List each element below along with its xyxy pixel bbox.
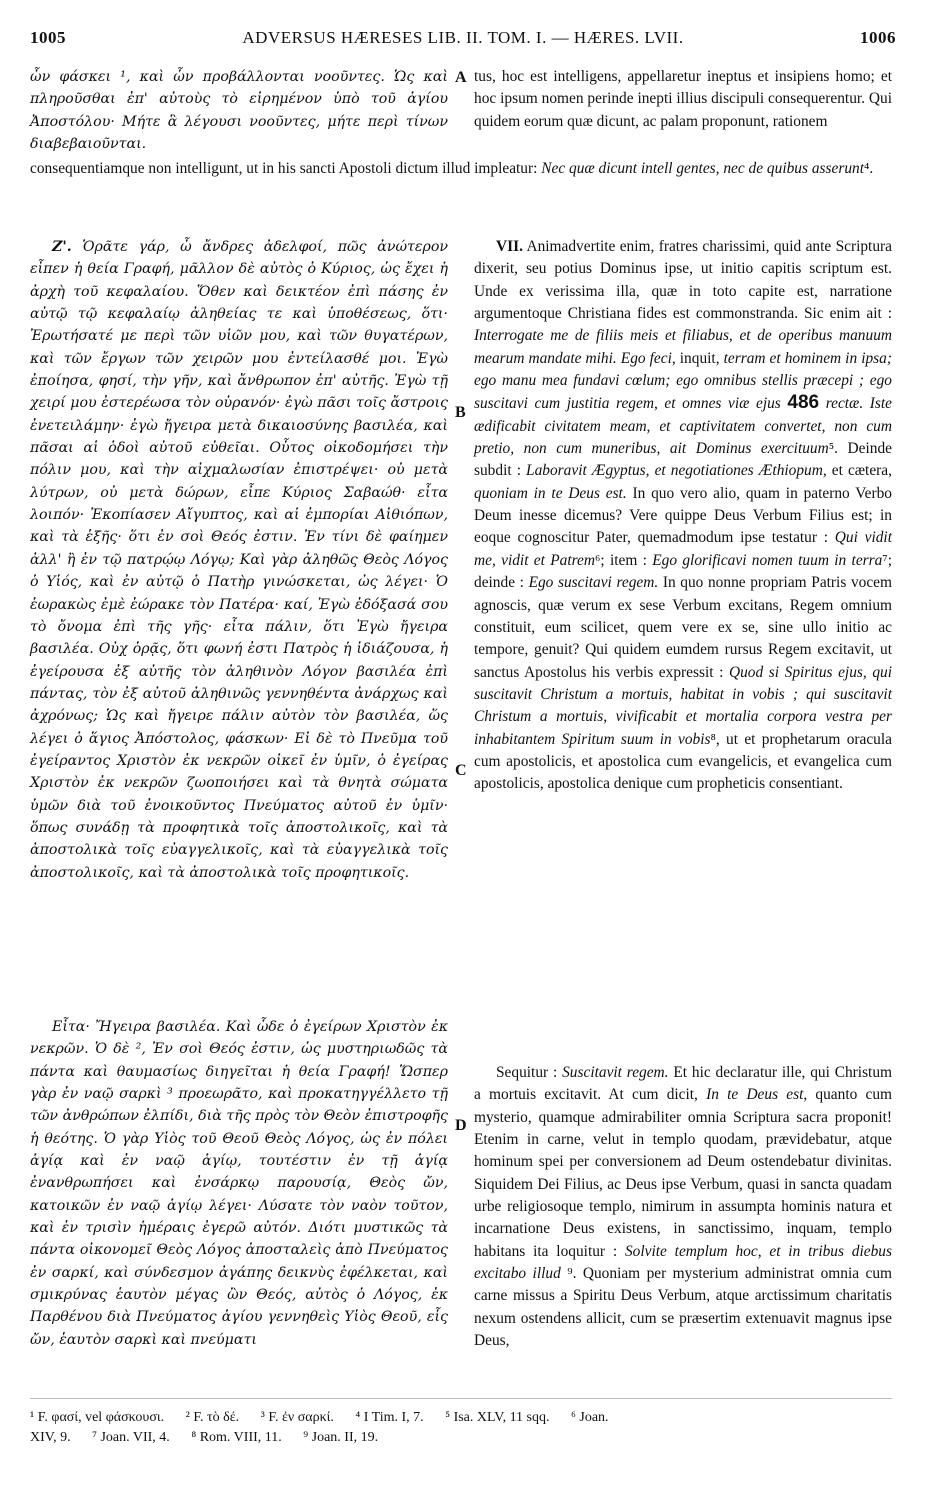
latin-b-text-1: Sequitur : — [496, 1064, 558, 1081]
footnote-line-1 — [30, 1408, 892, 1428]
footnote-5: ⁵ Isa. XLV, 11 sqq. — [445, 1410, 550, 1425]
latin-b-quote-3: Solvite templum hoc, et in tribus diebus excitabo illud — [474, 1242, 892, 1283]
footnote-4: ⁴ I Tim. I, 7. — [355, 1410, 424, 1425]
latin-text-2: Deinde subdit : — [474, 440, 892, 480]
latin-column-main — [474, 236, 892, 796]
margin-letter-d: D — [455, 1117, 467, 1134]
latin-quote-1: Interrogate me de filiis meis et filiabus, et de operibus manuum mearum mandate mihi. Ego feci, — [474, 327, 892, 367]
latin-column-lower — [474, 1062, 892, 1352]
greek-paragraph-main — [30, 236, 448, 884]
latin-note-5: ⁵. — [828, 440, 838, 458]
latin-text-7: In quo nonne propriam Patris vocem agnoscis, quæ verum ex sese Verbum excitans, Regem omnium constituit, eum scilicet, quem vere ex se, sine ullo initio ac tempore, genuit? Qui quidem eumdem rursus Regem excitavit, ut sanctus Apostolus his verbis expressit : — [474, 574, 892, 681]
column-number: 486 — [787, 392, 820, 414]
latin-b-text-4: . Quoniam per mysterium administrat omnia cum carne missus a Spiritu Deus Verbum, atque arctissimum charitatis nexum ostendens allicit, cum se præsertim extenuavit magnus ipse Deus, — [474, 1265, 892, 1350]
page-header — [30, 28, 896, 54]
latin-note-8: ⁸ — [710, 730, 716, 748]
footnote-2: ² F. τὸ δέ. — [185, 1410, 240, 1425]
latin-text-6: ; deinde : — [474, 551, 892, 592]
latin-inquit: inquit, — [679, 349, 720, 367]
latin-quote-6: Qui vidit me, vidit et Patrem — [474, 529, 892, 569]
running-title: ADVERSUS HÆRESES LIB. II. TOM. I. — HÆRES. LVII. — [242, 28, 684, 47]
footnote-6-cont: XIV, 9. — [30, 1430, 71, 1445]
footnotes — [30, 1408, 892, 1448]
footnote-6: ⁶ Joan. — [571, 1410, 609, 1425]
latin-paragraph-main — [474, 236, 892, 796]
greek-paragraph-top: ὧν φάσκει ¹, καὶ ὧν προβάλλονται νοοῦντες. Ὡς καὶ πληροῦσθαι ἐπ' αὐτοὺς τὸ εἰρημένον ὑπὸ τοῦ ἁγίου Ἀποστόλου· Μήτε ἃ λέγουσι νοοῦντες, μήτε περὶ τίνων διαβεβαιοῦνται. — [30, 69, 448, 153]
footnote-1: ¹ F. φασί, vel φάσκουσι. — [30, 1410, 165, 1425]
footnote-9: ⁹ Joan. II, 19. — [303, 1430, 379, 1445]
latin-b-quote-1: Suscitavit regem. — [562, 1064, 669, 1081]
greek-main-text: Ὁρᾶτε γάρ, ὦ ἄνδρες ἀδελφοί, πῶς ἀνώτερον εἶπεν ἡ θεία Γραφή, μᾶλλον δὲ αὐτὸς ὁ Κύριος, ὡς ἔχει ἡ ἀρχὴ τοῦ κεφαλαίου. Ὅθεν καὶ δεικτέον ἐπὶ πάσης ἐν αὐτῷ τῷ κεφαλαίῳ ἀληθείας τε καὶ ὑποθέσεως, ὅτι· Ἐρωτήσατέ με περὶ τῶν υἱῶν μου, καὶ τῶν θυγατέρων, καὶ τῶν ἔργων τῶν χειρῶν μου ἐντείλασθέ μοι. Ἐγὼ ἐποίησα, φησί, τὴν γῆν, καὶ ἄνθρωπον ἐπ' αὐτῆς. Ἐγὼ τῇ χειρί μου ἐστερέωσα τὸν οὐρανόν· ἐγὼ πᾶσι τοῖς ἄστροις ἐνετειλάμην· ἐγὼ ἤγειρα μετὰ δικαιοσύνης βασιλέα, καὶ πᾶσαι αἱ ὁδοὶ αὐτοῦ εὐθεῖαι. Οὗτος οἰκοδομήσει τὴν πόλιν μου, καὶ τὴν αἰχμαλωσίαν ἐπιστρέψει· οὐ μετὰ λύτρων, οὐ μετὰ δώρων, εἶπε Κύριος Σαβαώθ· εἶτα λοιπόν· Ἐκοπίασεν Αἴγυπτος, καὶ αἱ ἐμπορίαι Αἰθιόπων, καὶ τὰ ἑξῆς· ὅτι ἐν σοὶ Θεός ἐστιν. Ἐν τίνι δὲ φαίημεν ἀλλ' ἢ ἐν τῷ πατρῴῳ Λόγῳ; Καὶ γὰρ ἀληθῶς Θεὸς Λόγος ὁ Υἱός, καὶ ἐν αὐτῷ ὁ Πατὴρ γινώσκεται, ὡς λέγει· Ὁ ἑωρακὼς ἐμὲ ἑώρακε τὸν Πατέρα· καί, Ἐγὼ ἐδόξασά σου τὸ ὄνομα ἐπὶ τῆς γῆς· εἶτα πάλιν, ὅτι Ἐγὼ ἤγειρα βασιλέα. Οὐχ ὁρᾷς, ὅτι φωνή ἐστι Πατρὸς ἡ ἰδιάζουσα, ἡ ἐγείρουσα ἐξ αὐτῆς τὸν ἀληθινὸν Λόγον βασιλέα ἐπὶ πάντας, τὸν ἐξ αὐτοῦ ἀληθινῶς γεννηθέντα ἀνάρχως καὶ ἀχρόνως; Ὡς καὶ ἤγειρε πάλιν αὐτὸν τὸν βασιλέα, ὥς λέγει ὁ ἅγιος Ἀπόστολος, φάσκων· Εἰ δὲ τὸ Πνεῦμα τοῦ ἐγείραντος Χριστὸν ἐκ νεκρῶν οἰκεῖ ἐν ὑμῖν, ὁ ἐγείρας Χριστὸν ἐκ νεκρῶν ζωοποιήσει καὶ τὰ θνητὰ σώματα ὑμῶν διὰ τοῦ ἐνοικοῦντος Πνεύματος αὐτοῦ ἐν ὑμῖν· ὅπως συνάδῃ τὰ προφητικὰ τοῖς ἀποστολικοῖς, καὶ τὰ ἀποστολικὰ τοῖς εὐαγγελικοῖς, καὶ τὰ εὐαγγελικὰ τοῖς ἀποστολικοῖς, καὶ τὰ ἀποστολικὰ τοῖς προφητικοῖς. — [30, 239, 448, 881]
latin-text-8: , ut et prophetarum oracula cum apostolicis, et apostolica cum evangelicis, et evangelica cum apostolicis, apostolica denique cum propheticis consentiant. — [474, 730, 892, 793]
latin-quote-4: Laboravit Ægyptus, et negotiationes Æthiopum, — [526, 462, 827, 480]
latin-paragraph-top: tus, hoc est intelligens, appellaretur ineptus et insipiens homo; et hoc ipsum nomen perinde inepti illius discipuli consequerentur. Qui quidem eorum quæ dicunt, ac palam proponunt, rationem — [474, 68, 892, 130]
greek-paragraph-lower: Εἶτα· Ἤγειρα βασιλέα. Καὶ ὧδε ὁ ἐγείρων Χριστὸν ἐκ νεκρῶν. Ὁ δὲ ², Ἐν σοὶ Θεός ἐστιν, ὡς μυστηριωδῶς τὰ πάντα καὶ θαυμασίως διηγεῖται ἡ θεία Γραφή! Ὥσπερ γὰρ ἐν ναῷ σαρκὶ ³ προεωρᾶτο, καὶ προκατηγγέλλετο τῇ τῶν ἀνθρώπων ἐλπίδι, διὰ τῆς πρὸς τὸν Θεὸν ἐπιστροφῆς ἡ θεότης. Ὁ γὰρ Υἱὸς τοῦ Θεοῦ Θεὸς Λόγος, ὡς ἐν πόλει ἁγίᾳ καὶ ἐν ναῷ ἁγίῳ, τουτέστιν ἐν τῇ ἁγίᾳ ἐνανθρωπήσει καὶ ἐνσάρκῳ παρουσίᾳ, Θεὸς ὤν, κατοικῶν ἐν ναῷ ἁγίῳ λέγει· Λύσατε τὸν ναὸν τοῦτον, καὶ ἐν τρισὶν ἡμέραις ἐγερῶ αὐτόν. Διότι μυστικῶς τὰ πάντα οἰκονομεῖ Θεὸς Λόγος ἀποσταλεὶς ἀπὸ Πνεύματος ἐν σαρκί, καὶ σύνδεσμον ἀγάπης δεικνὺς ἐφέλκεται, καὶ σμικρύνας ἑαυτὸν μέγας ὢν Θεός, αὐτὸς ὁ Λόγος, ἐκ Παρθένου διὰ Πνεύματος ἁγίου γεννηθεὶς Υἱὸς Θεοῦ, εἷς ὤν, ἑαυτὸν σαρκὶ καὶ πνεύματι — [30, 1019, 448, 1348]
footnote-8: ⁸ Rom. VIII, 11. — [191, 1430, 282, 1445]
section-number-latin: VII. — [496, 238, 523, 255]
spanning-quote: Nec quæ dicunt intell gentes, nec de quibus asserunt — [541, 160, 864, 177]
latin-quote-8: Ego suscitavi regem. — [528, 574, 659, 592]
page-number-right: 1006 — [860, 28, 896, 47]
latin-quote-5: quoniam in te Deus est. — [474, 484, 627, 502]
latin-column-top — [474, 66, 892, 133]
latin-b-note-9: ⁹ — [567, 1265, 573, 1283]
latin-text-4: In quo vero alio, quam in paterno Verbo Deum inesse dicemus? Vere quippe Deus Verbum Filius est; in eoque cognoscitur Pater, quemadmodum ipse testatur : — [474, 484, 892, 547]
greek-column-top — [30, 66, 448, 155]
footnote-3: ³ F. ἐν σαρκί. — [260, 1410, 334, 1425]
latin-quote-3: rectæ. Iste ædificabit civitatem meam, et captivitatem convertet, non cum pretio, non cum muneribus, ait Dominus exercituum — [474, 395, 892, 458]
margin-letter-c: C — [455, 762, 467, 779]
latin-main-text: Animadvertite enim, fratres charissimi, quid ante Scriptura dixerit, seu potius Dominus ipse, ut initio capitis scriptum est. Unde ex verissima illa, quæ in toto capite est, narratione argumentoque Christiana fides est commonstranda. Sic enim ait : — [474, 238, 892, 323]
margin-letter-b: B — [455, 404, 466, 421]
section-number-greek: Ζ'. — [52, 239, 72, 255]
greek-column-lower — [30, 1016, 448, 1351]
latin-quote-2: terram et hominem in ipsa; ego manu mea fundavi cœlum; ego omnibus stellis præcepi ; ego suscitavi cum justitia regem, et omnes viæ ejus — [474, 349, 892, 413]
latin-b-text-2: Et hic declaratur ille, qui Christum a mortuis excitavit. At cum dicit, — [474, 1064, 892, 1104]
footnote-rule — [30, 1398, 892, 1399]
margin-letter-a: A — [455, 69, 467, 86]
latin-b-quote-2: In te Deus est — [706, 1086, 804, 1104]
page-number-left: 1005 — [30, 28, 66, 47]
greek-column-main — [30, 236, 448, 884]
spanning-note: ⁴. — [864, 160, 874, 177]
latin-b-text-3: , quanto cum mysterio, quamque admirabiliter omnia Scriptura sacra proponit! Etenim in carne, velut in templo quodam, prævidebatur, atque hominum spei per conversionem ad Deum ostendebatur divinitas. Siquidem Dei Filius, ac Deus ipse Verbum, quasi in sancta quadam urbe religiosoque templo, nimirum in assumpta hominis natura et incarnatione Deus existens, in sanctissimo, inquam, templo habitans ita loquitur : — [474, 1086, 892, 1260]
latin-text-5: ; item : — [600, 551, 647, 569]
latin-note-6: ⁶ — [594, 551, 601, 569]
latin-note-7: ⁷ — [882, 551, 888, 569]
latin-paragraph-lower — [474, 1062, 892, 1352]
latin-text-3: et cætera, — [831, 462, 892, 480]
spanning-latin-line — [30, 158, 892, 180]
footnote-line-2 — [30, 1428, 892, 1448]
latin-quote-9: Quod si Spiritus ejus, qui suscitavit Christum a mortuis, habitat in vobis ; qui suscitavit Christum a mortuis, vivificabit et mortalia corpora vestra per inhabitantem Spiritum suum in vobis — [474, 663, 892, 748]
spanning-text: consequentiamque non intelligunt, ut in his sancti Apostoli dictum illud impleatur: — [30, 160, 538, 177]
footnote-7: ⁷ Joan. VII, 4. — [92, 1430, 170, 1445]
latin-quote-7: Ego glorificavi nomen tuum in terra — [652, 551, 883, 569]
